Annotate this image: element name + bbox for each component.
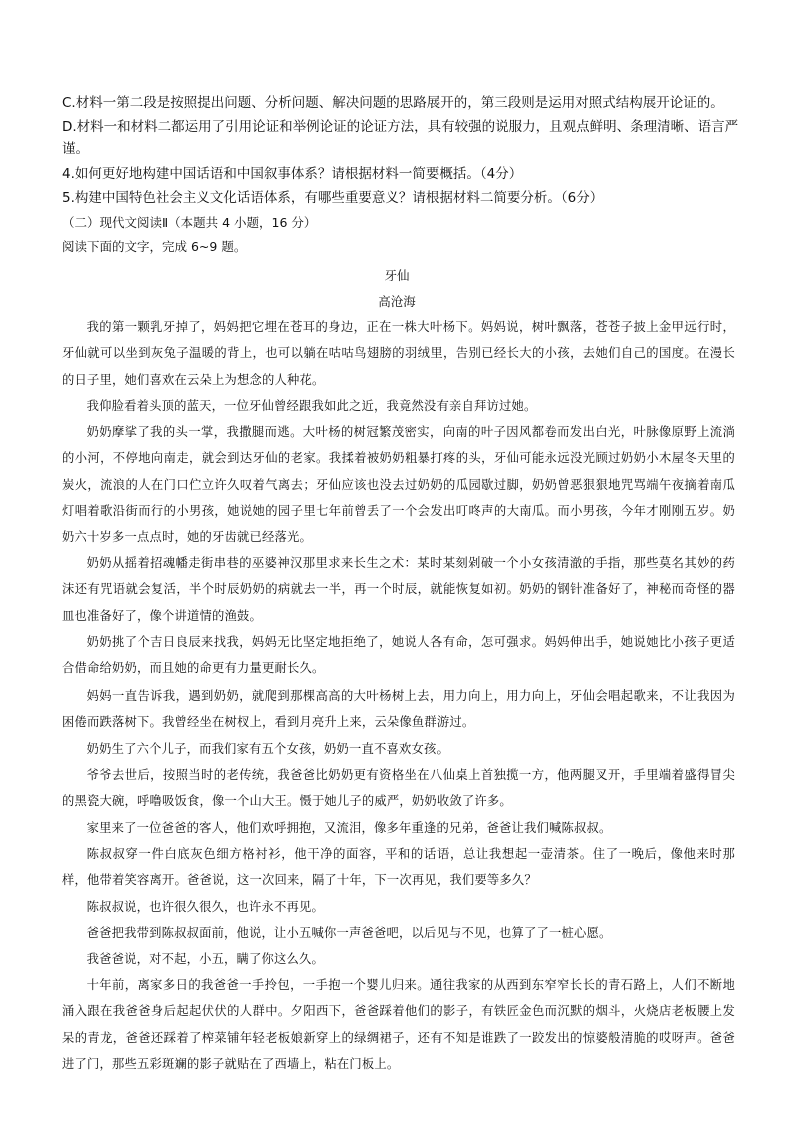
story-paragraph: 奶奶摩挲了我的头一掌，我撒腿而逃。大叶杨的树冠繁茂密实，向南的叶子因风都卷而发出白光，叶脉像原野上流淌的小河，不停地向南走，就会到达牙仙的老家。我揉着被奶奶粗暴打疼的头，牙仙可能永远没光顾过奶奶小木屋冬天里的炭火，流浪的人在门口伫立许久叹着气离去；牙仙应该也没去过奶奶的瓜园歇过脚，奶奶曾恶狠狠地咒骂端午夜摘着南瓜灯唱着歌沿街而行的小男孩，她说她的园子里七年前曾丢了一个会发出叮咚声的大南瓜。而小男孩，今年才刚刚五岁。奶奶六十岁多一点点时，她的牙齿就已经落光。 xyxy=(62,425,735,545)
section-heading: （二）现代文阅读Ⅱ（本题共 4 小题，16 分） xyxy=(62,215,317,230)
question-5: 5.构建中国特色社会主义文化话语体系，有哪些重要意义？请根据材料二简要分析。（6分） xyxy=(62,190,604,206)
story-paragraph: 我的第一颗乳牙掉了，妈妈把它埋在苍耳的身边，正在一株大叶杨下。妈妈说，树叶飘落，苍苍子披上金甲远行时，牙仙就可以坐到灰兔子温暖的背上，也可以躺在咕咕鸟翅膀的羽绒里，告别已经长大的小孩，去她们自己的国度。在漫长的日子里，她们喜欢在云朵上为想念的人种花。 xyxy=(62,320,735,387)
option-c: C.材料一第二段是按照提出问题、分析问题、解决问题的思路展开的，第三段则是运用对照式结构展开论证的。 xyxy=(62,95,724,111)
story-paragraph: 家里来了一位爸爸的客人，他们欢呼拥抱，又流泪，像多年重逢的兄弟，爸爸让我们喊陈叔叔。 xyxy=(86,821,612,835)
story-paragraph: 奶奶挑了个吉日良辰来找我，妈妈无比坚定地拒绝了，她说人各有命，怎可强求。妈妈伸出手，她说她比小孩子更适合借命给奶奶，而且她的命更有力量更耐长久。 xyxy=(62,635,735,676)
story-paragraph: 奶奶生了六个儿子，而我们家有五个女孩，奶奶一直不喜欢女孩。 xyxy=(86,742,450,756)
question-4: 4.如何更好地构建中国话语和中国叙事体系？请根据材料一简要概括。（4分） xyxy=(62,166,523,182)
story-paragraph: 陈叔叔说，也许很久很久，也许永不再见。 xyxy=(86,900,325,914)
story-paragraph: 奶奶从摇着招魂幡走街串巷的巫婆神汉那里求来长生之术：某时某刻剁破一个小女孩清澈的手指，那些莫名其妙的药沫还有咒语就会复活，半个时辰奶奶的病就去一半，再一个时辰，就能恢复如初。奶奶的钢针准备好了，神秘而奇怪的器皿也准备好了，像个讲道情的渔鼓。 xyxy=(62,556,735,623)
story-paragraph: 爸爸把我带到陈叔叔面前，他说，让小五喊你一声爸爸吧，以后见与不见，也算了了一桩心愿。 xyxy=(86,926,612,940)
story-paragraph: 爷爷去世后，按照当时的老传统，我爸爸比奶奶更有资格坐在八仙桌上首独揽一方，他两腿叉开，手里端着盛得冒尖的黑瓷大碗，呼噜吸饭食，像一个山大王。慑于她儿子的威严，奶奶收敛了许多。 xyxy=(62,768,735,809)
story-paragraph: 十年前，离家多日的我爸爸一手拎包，一手抱一个婴儿归来。通往我家的从西到东窄窄长长的青石路上，人们不断地涌入跟在我爸爸身后起起伏伏的人群中。夕阳西下，爸爸踩着他们的影子，有铁匠金色而沉默的烟斗，火烧店老板腰上发呆的青龙，爸爸还踩着了榨菜铺年轻老板娘新穿上的绿绸裙子，还有不知是谁跌了一跤发出的惊婆般清脆的哎呀声。爸爸进了门，那些五彩斑斓的影子就贴在了西墙上，粘在门板上。 xyxy=(62,978,735,1071)
story-paragraph: 陈叔叔穿一件白底灰色细方格衬衫，他干净的面容，平和的话语，总让我想起一壶清茶。住了一晚后，像他来时那样，他带着笑容离开。爸爸说，这一次回来，隔了十年，下一次再见，我们要等多久？ xyxy=(62,847,735,888)
option-d: D.材料一和材料二都运用了引用论证和举例论证的论证方法，具有较强的说服力，且观点鲜明、条理清晰、语言严谨。 xyxy=(62,119,739,157)
story-paragraph: 妈妈一直告诉我，遇到奶奶，就爬到那棵高高的大叶杨树上去，用力向上，用力向上，牙仙会唱起歌来，不让我因为困倦而跌落树下。我曾经坐在树杈上，看到月亮升上来，云朵像鱼群游过。 xyxy=(62,689,735,730)
reading-instruction: 阅读下面的文字，完成 6~9 题。 xyxy=(62,239,247,254)
story-title: 牙仙 xyxy=(384,268,410,283)
story-paragraph: 我仰脸看着头顶的蓝天，一位牙仙曾经跟我如此之近，我竟然没有亲自拜访过她。 xyxy=(86,399,537,413)
story-author: 高沧海 xyxy=(378,294,416,309)
story-paragraph: 我爸爸说，对不起，小五，瞒了你这么久。 xyxy=(86,952,325,966)
